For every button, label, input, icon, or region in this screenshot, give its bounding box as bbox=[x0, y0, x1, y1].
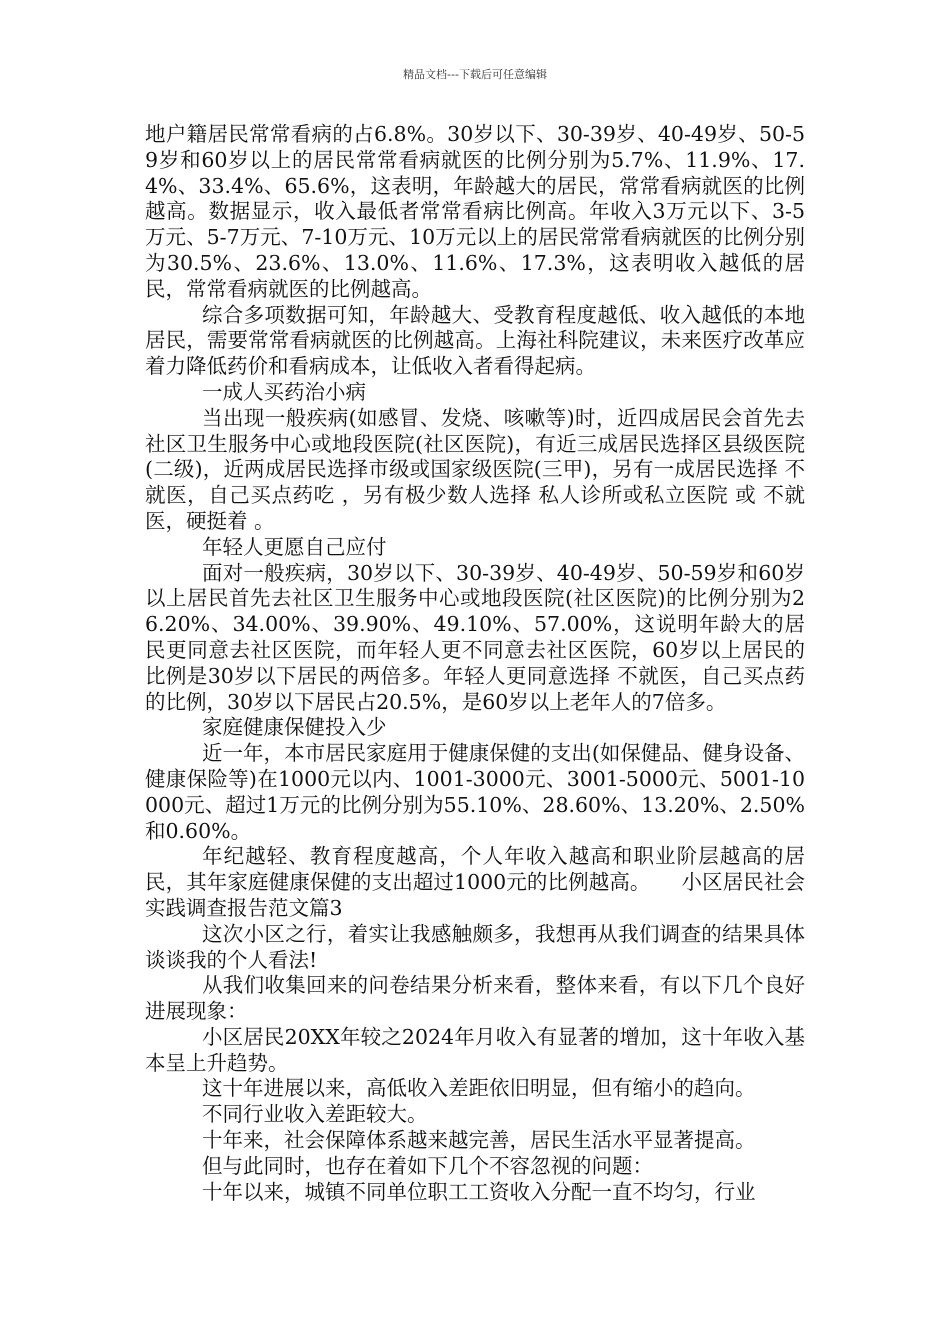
paragraph: 家庭健康保健投入少 bbox=[202, 715, 387, 740]
paragraph: 从我们收集回来的问卷结果分析来看，整体来看，有以下几个良好进展现象： bbox=[145, 973, 805, 1024]
paragraph: 十年以来，城镇不同单位职工工资收入分配一直不均匀，行业 bbox=[202, 1179, 756, 1204]
paragraph: 面对一般疾病，30岁以下、30-39岁、40-49岁、50-59岁和60岁以上居民首先去社区卫生服务中心或地段医院(社区医院)的比例分别为26.20%、34.00%、39.90%、49.10%、57.00%，这说明年龄大的居民更同意去社区医院，而年轻人更不同意去社区医院，60岁以上居民的比例是30岁以下居民的两倍多。年轻人更同意选择 不就医，自己买点药 的比例，30岁以下居民占20.5%，是60岁以上老年人的7倍多。 bbox=[145, 560, 805, 714]
paragraph: 近一年，本市居民家庭用于健康保健的支出(如保健品、健身设备、健康保险等)在1000元以内、1001-3000元、3001-5000元、5001-10000元、超过1万元的比例分别为55.10%、28.60%、13.20%、2.50%和0.60%。 bbox=[145, 741, 805, 843]
paragraph: 综合多项数据可知，年龄越大、受教育程度越低、收入越低的本地居民，需要常常看病就医的比例越高。上海社科院建议，未来医疗改革应着力降低药价和看病成本，让低收入者看得起病。 bbox=[145, 302, 805, 379]
paragraph: 这十年进展以来，高低收入差距依旧明显，但有缩小的趋向。 bbox=[202, 1076, 756, 1101]
paragraph: 不同行业收入差距较大。 bbox=[202, 1102, 428, 1127]
paragraph: 十年来，社会保障体系越来越完善，居民生活水平显著提高。 bbox=[202, 1128, 756, 1153]
paragraph: 年纪越轻、教育程度越高，个人年收入越高和职业阶层越高的居民，其年家庭健康保健的支出超过1000元的比例越高。 小区居民社会实践调查报告范文篇3 bbox=[145, 844, 805, 920]
paragraph: 年轻人更愿自己应付 bbox=[202, 534, 387, 559]
paragraph: 一成人买药治小病 bbox=[202, 379, 366, 404]
paragraph: 当出现一般疾病(如感冒、发烧、咳嗽等)时，近四成居民会首先去社区卫生服务中心或地段医院(社区医院)，有近三成居民选择区县级医院(二级)，近两成居民选择市级或国家级医院(三甲)，另有一成居民选择 不就医，自己买点药吃 ，另有极少数人选择 私人诊所或私立医院 或 不就医，硬挺着 。 bbox=[145, 405, 805, 533]
paragraph: 但与此同时，也存在着如下几个不容忽视的问题： bbox=[202, 1153, 653, 1178]
paragraph: 地户籍居民常常看病的占6.8%。30岁以下、30-39岁、40-49岁、50-59岁和60岁以上的居民常常看病就医的比例分别为5.7%、11.9%、17.4%、33.4%、65.6%，这表明，年龄越大的居民，常常看病就医的比例越高。数据显示，收入最低者常常看病比例高。年收入3万元以下、3-5万元、5-7万元、7-10万元、10万元以上的居民常常看病就医的比例分别为30.5%、23.6%、13.0%、11.6%、17.3%，这表明收入越低的居民，常常看病就医的比例越高。 bbox=[145, 122, 805, 301]
document-body bbox=[145, 122, 805, 1205]
page-header: 精品文档---下载后可任意编辑 bbox=[403, 68, 547, 81]
paragraph: 这次小区之行，着实让我感触颇多，我想再从我们调查的结果具体谈谈我的个人看法! bbox=[145, 921, 805, 972]
paragraph: 小区居民20XX年较之2024年月收入有显著的增加，这十年收入基本呈上升趋势。 bbox=[145, 1024, 805, 1075]
